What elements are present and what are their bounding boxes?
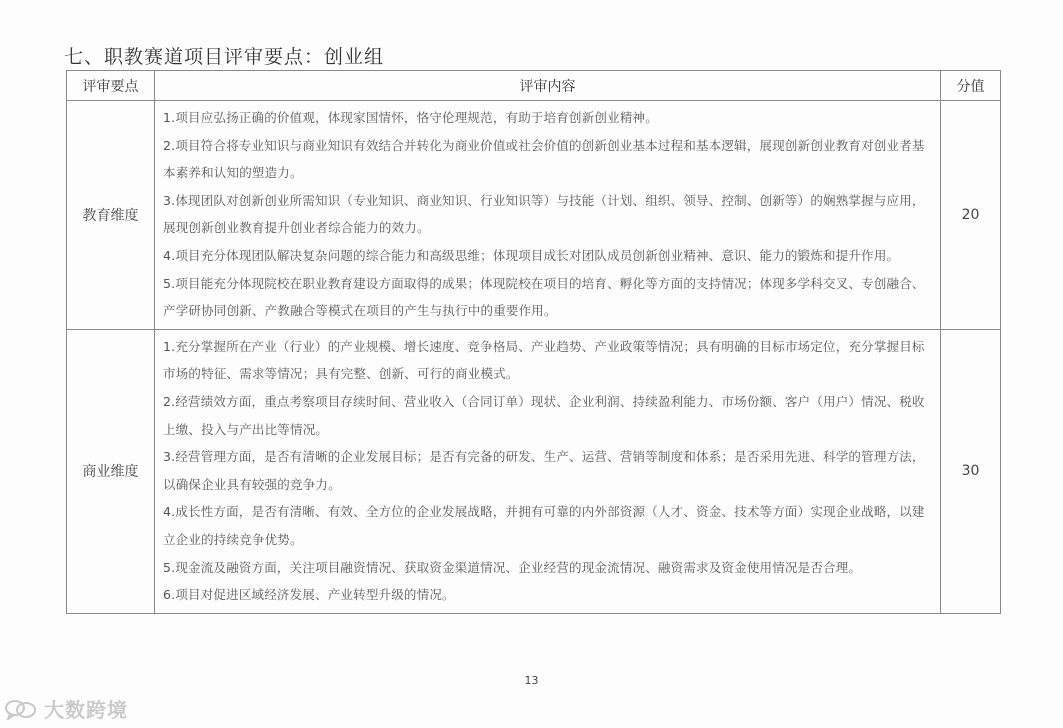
chat-bubbles-logo-icon: [4, 698, 38, 720]
section-heading: 七、职教赛道项目评审要点：创业组: [64, 46, 385, 68]
watermark: [4, 694, 128, 723]
score-education: 20: [941, 101, 1001, 330]
header-score: 分值: [941, 71, 1001, 101]
header-criteria: 评审要点: [67, 71, 155, 101]
list-item: 3.体现团队对创新创业所需知识（专业知识、商业知识、行业知识等）与技能（计划、组织、领导、控制、创新等）的娴熟掌握与应用，展现创新创业教育提升创业者综合能力的效力。: [163, 192, 925, 236]
list-item: 5.项目能充分体现院校在职业教育建设方面取得的成果；体现院校在项目的培育、孵化等方面的支持情况；体现多学科交叉、专创融合、产学研协同创新、产教融合等模式在项目的产生与执行中的重要作用。: [163, 275, 925, 319]
list-item: 6.项目对促进区域经济发展、产业转型升级的情况。: [163, 587, 455, 603]
table-header-row: [67, 71, 1001, 101]
list-item: 2.经营绩效方面，重点考察项目存续时间、营业收入（合同订单）现状、企业利润、持续盈利能力、市场份额、客户（用户）情况、税收上缴、投入与产出比等情况。: [163, 393, 925, 437]
list-item: 1.项目应弘扬正确的价值观，体现家国情怀，恪守伦理规范，有助于培育创新创业精神。: [163, 110, 658, 125]
dimension-education: 教育维度: [67, 101, 155, 330]
score-business: 30: [941, 329, 1001, 613]
table-row-education: [67, 101, 1001, 330]
list-item: 3.经营管理方面，是否有清晰的企业发展目标；是否有完备的研发、生产、运营、营销等制度和体系；是否采用先进、科学的管理方法，以确保企业具有较强的竞争力。: [163, 449, 925, 492]
list-item: 2.项目符合将专业知识与商业知识有效结合并转化为商业价值或社会价值的创新创业基本过程和基本逻辑，展现创新创业教育对创业者基本素养和认知的塑造力。: [163, 137, 925, 181]
content-business: [155, 329, 941, 613]
header-content: 评审内容: [155, 71, 941, 101]
list-item: 4.成长性方面，是否有清晰、有效、全方位的企业发展战略，并拥有可靠的内外部资源（人才、资金、技术等方面）实现企业战略，以建立企业的持续竞争优势。: [163, 504, 925, 547]
criteria-table: [66, 70, 1001, 614]
table-row-business: [67, 329, 1001, 613]
page-number: 13: [524, 674, 539, 687]
content-education: [155, 101, 941, 330]
dimension-business: 商业维度: [67, 329, 155, 613]
watermark-text: 大数跨境: [44, 698, 128, 722]
list-item: 5.现金流及融资方面，关注项目融资情况、获取资金渠道情况、企业经营的现金流情况、融资需求及资金使用情况是否合理。: [163, 559, 862, 575]
list-item: 4.项目充分体现团队解决复杂问题的综合能力和高级思维；体现项目成长对团队成员创新创业精神、意识、能力的锻炼和提升作用。: [163, 247, 900, 263]
list-item: 1.充分掌握所在产业（行业）的产业规模、增长速度、竞争格局、产业趋势、产业政策等情况；具有明确的目标市场定位，充分掌握目标市场的特征、需求等情况；具有完整、创新、可行的商业模式。: [163, 338, 925, 382]
